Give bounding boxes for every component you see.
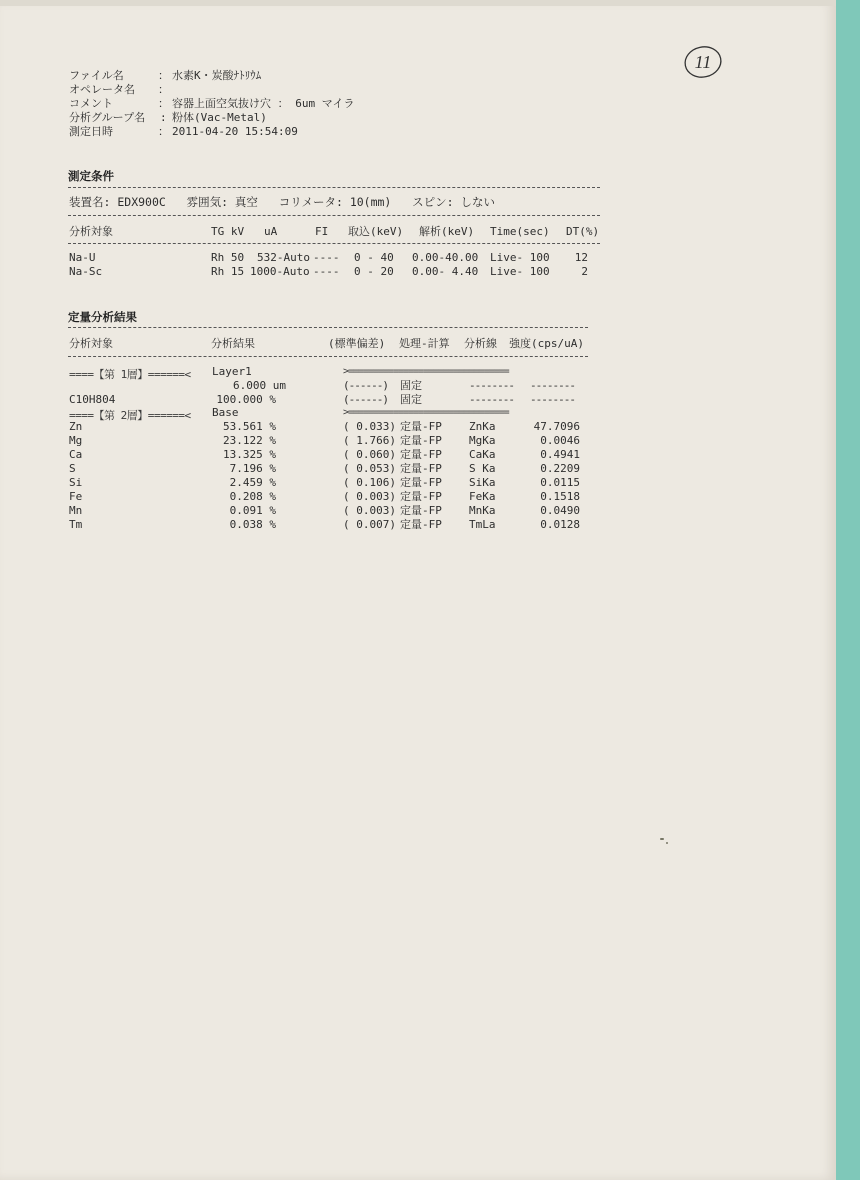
result-line: CaKa [469, 448, 496, 461]
divider [68, 243, 600, 244]
scan-speck [660, 838, 664, 840]
cond-col-target: 分析対象 [69, 225, 113, 238]
layer1-name: Layer1 [212, 365, 252, 378]
result-line: MnKa [469, 504, 496, 517]
layer1-thickness: 6.000 um [233, 379, 286, 392]
header-label-operator: オペレータ名 [69, 83, 135, 96]
cond-cell: Na-Sc [69, 265, 103, 278]
result-proc: 定量-FP [400, 448, 442, 461]
cond-cell: 0 - 40 [354, 251, 394, 264]
result-element: Mn [69, 504, 83, 517]
result-value: 2.459 % [229, 476, 276, 489]
layer2-arrow: >================================ [343, 407, 509, 418]
result-proc: 定量-FP [400, 420, 442, 433]
header-sep: ： [158, 83, 169, 96]
result-intensity: 0.0115 [540, 476, 580, 489]
cond-cell: 2 [581, 265, 588, 278]
result-line: SiKa [469, 476, 496, 489]
result-dev: ( 0.007) [343, 518, 396, 531]
divider [68, 187, 600, 188]
layer2-marker: ====【第 2層】======< [69, 409, 191, 422]
result-dev: ( 0.033) [343, 420, 396, 433]
result-line: MgKa [469, 434, 496, 447]
divider [68, 356, 588, 357]
layer1-dash-int: -------- [530, 393, 575, 406]
result-line: S Ka [469, 462, 496, 475]
result-line: FeKa [469, 490, 496, 503]
layer1-dash-line: -------- [469, 379, 514, 392]
cond-col-tgkv: TG kV [211, 225, 245, 238]
header-sep: : [160, 111, 167, 124]
cond-cell: 0.00-40.00 [412, 251, 479, 264]
header-value-file: 水素K・炭酸ﾅﾄﾘｳﾑ [172, 69, 262, 82]
cond-col-ua: uA [264, 225, 278, 238]
cond-cell: Rh 50 [211, 251, 245, 264]
cond-cell: Live- 100 [490, 251, 550, 264]
result-proc: 定量-FP [400, 462, 442, 475]
cond-col-ana: 解析(keV) [419, 225, 475, 238]
result-intensity: 0.2209 [540, 462, 580, 475]
cond-col-fi: FI [315, 225, 329, 238]
result-proc: 定量-FP [400, 476, 442, 489]
cond-cell: Live- 100 [490, 265, 550, 278]
cond-cell: Na-U [69, 251, 96, 264]
result-dev: ( 0.053) [343, 462, 396, 475]
header-label-comment: コメント [69, 97, 113, 110]
res-col-result: 分析結果 [211, 337, 255, 350]
result-value: 0.208 % [229, 490, 276, 503]
result-intensity: 0.0490 [540, 504, 580, 517]
result-element: Si [69, 476, 83, 489]
result-element: Fe [69, 490, 83, 503]
header-sep: ： [158, 97, 169, 110]
result-value: 0.038 % [229, 518, 276, 531]
layer1-marker: ====【第 1層】======< [69, 368, 191, 381]
cond-cell: 1000-Auto [250, 265, 310, 278]
cond-col-acq: 取込(keV) [348, 225, 404, 238]
cond-cell: 12 [574, 251, 588, 264]
paper-edge [0, 0, 836, 6]
layer1-compound: C10H804 [69, 393, 116, 406]
result-element: Mg [69, 434, 83, 447]
result-dev: ( 0.003) [343, 504, 396, 517]
cond-col-dt: DT(%) [566, 225, 600, 238]
res-col-intensity: 強度(cps/uA) [509, 337, 584, 350]
result-value: 13.325 % [223, 448, 276, 461]
result-intensity: 0.0128 [540, 518, 580, 531]
cond-cell: 0.00- 4.40 [412, 265, 479, 278]
result-element: Zn [69, 420, 83, 433]
res-col-target: 分析対象 [69, 337, 113, 350]
result-intensity: 0.1518 [540, 490, 580, 503]
result-proc: 定量-FP [400, 518, 442, 531]
header-label-group: 分析グループ名 [69, 111, 146, 124]
header-sep: ： [158, 69, 169, 82]
layer1-thickness-proc: 固定 [400, 379, 422, 392]
page-number-circle-icon [683, 44, 723, 80]
layer1-compound-dev: (------) [343, 393, 388, 406]
header-value-date: 2011-04-20 15:54:09 [172, 125, 298, 138]
result-value: 0.091 % [229, 504, 276, 517]
layer1-compound-proc: 固定 [400, 393, 422, 406]
layer1-arrow: >================================ [343, 366, 509, 377]
result-dev: ( 0.106) [343, 476, 396, 489]
layer2-name: Base [212, 406, 239, 419]
cond-cell: Rh 15 [211, 265, 245, 278]
layer1-dash-int: -------- [530, 379, 575, 392]
result-element: S [69, 462, 76, 475]
cond-cell: 532-Auto [257, 251, 310, 264]
res-col-dev: (標準偏差) [328, 337, 386, 350]
result-intensity: 47.7096 [533, 420, 580, 433]
result-dev: ( 0.060) [343, 448, 396, 461]
divider [68, 327, 588, 328]
cond-cell: ---- [313, 265, 340, 278]
result-line: TmLa [469, 518, 496, 531]
page-number: 11 [694, 52, 712, 72]
cond-cell: ---- [313, 251, 340, 264]
result-proc: 定量-FP [400, 490, 442, 503]
device-line: 装置名: EDX900C 雰囲気: 真空 コリメータ: 10(mm) スピン: しない [69, 195, 495, 209]
result-value: 53.561 % [223, 420, 276, 433]
result-dev: ( 0.003) [343, 490, 396, 503]
header-value-group: 粉体(Vac-Metal) [172, 111, 267, 124]
layer1-dash-line: -------- [469, 393, 514, 406]
result-element: Ca [69, 448, 83, 461]
res-col-line: 分析線 [464, 337, 497, 350]
result-element: Tm [69, 518, 83, 531]
res-col-proc: 処理-計算 [399, 337, 450, 350]
result-value: 23.122 % [223, 434, 276, 447]
header-label-date: 測定日時 [69, 125, 113, 138]
layer1-compound-value: 100.000 % [216, 393, 276, 406]
conditions-title: 測定条件 [68, 169, 114, 183]
result-intensity: 0.0046 [540, 434, 580, 447]
cond-col-time: Time(sec) [490, 225, 550, 238]
results-title: 定量分析結果 [68, 310, 137, 324]
result-proc: 定量-FP [400, 434, 442, 447]
header-sep: ： [158, 125, 169, 138]
layer1-thickness-dev: (------) [343, 379, 388, 392]
scan-speck [666, 842, 668, 844]
result-line: ZnKa [469, 420, 496, 433]
header-label-file: ファイル名 [69, 69, 124, 82]
result-intensity: 0.4941 [540, 448, 580, 461]
result-value: 7.196 % [229, 462, 276, 475]
cond-cell: 0 - 20 [354, 265, 394, 278]
result-proc: 定量-FP [400, 504, 442, 517]
divider [68, 215, 600, 216]
result-dev: ( 1.766) [343, 434, 396, 447]
header-value-comment: 容器上面空気抜け穴 ： 6um マイラ [172, 97, 355, 110]
